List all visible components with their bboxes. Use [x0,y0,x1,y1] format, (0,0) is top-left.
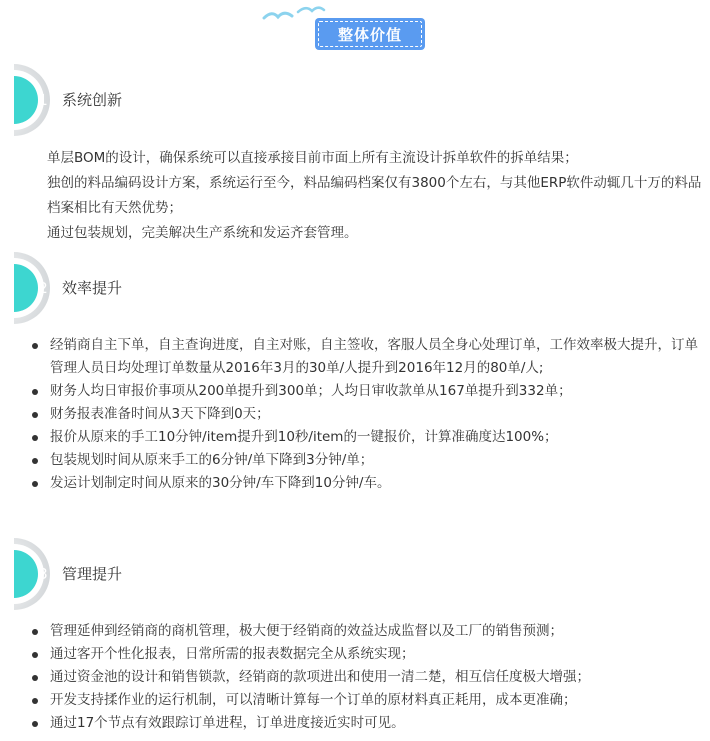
title-badge [315,18,425,50]
section-2-header [0,252,300,324]
bullet-icon [32,481,38,487]
list-item-text: 发运计划制定时间从原来的30分钟/车下降到10分钟/车。 [50,475,391,491]
list-item [30,472,702,495]
section-number-badge [14,64,54,136]
section-3-list [30,620,702,735]
bullet-icon [32,458,38,464]
list-item [30,380,702,403]
page-title: 整体价值 [318,21,422,47]
bullet-icon [32,675,38,681]
section-1-body [47,146,702,246]
list-item-text: 通过17个节点有效跟踪订单进程，订单进度接近实时可见。 [50,715,405,731]
section-number: 1 [38,91,48,109]
list-item [30,620,702,643]
list-item-text: 通过客开个性化报表，日常所需的报表数据完全从系统实现； [50,646,415,662]
bullet-icon [32,435,38,441]
list-item [30,666,702,689]
list-item [30,689,702,712]
section-number: 3 [38,565,48,583]
section-2-list [30,334,702,495]
bullet-icon [32,652,38,658]
list-item [30,449,702,472]
section-title: 管理提升 [62,565,123,583]
section-number-badge [14,538,54,610]
list-item-text: 财务报表准备时间从3天下降到0天； [50,406,270,422]
list-item [30,643,702,666]
list-item-text: 经销商自主下单，自主查询进度，自主对账，自主签收，客服人员全身心处理订单，工作效率极大提升，订单管理人员日均处理订单数量从2016年3月的30单/人提升到2016年12月的80单/人; [50,337,698,376]
bullet-icon [32,721,38,727]
section-title: 系统创新 [62,91,123,109]
list-item-text: 报价从原来的手工10分钟/item提升到10秒/item的一键报价，计算准确度达100%； [50,429,558,445]
list-item-text: 包装规划时间从原来手工的6分钟/单下降到3分钟/单； [50,452,374,468]
list-item [30,712,702,735]
list-item-text: 开发支持揉作业的运行机制，可以清晰计算每一个订单的原材料真正耗用，成本更准确； [50,692,577,708]
bullet-icon [32,412,38,418]
list-item [30,334,702,380]
paragraph: 通过包装规划，完美解决生产系统和发运齐套管理。 [47,225,358,241]
section-title: 效率提升 [62,279,123,297]
section-number: 2 [38,279,48,297]
bullet-icon [32,343,38,349]
list-item-text: 管理延伸到经销商的商机管理，极大便于经销商的效益达成监督以及工厂的销售预测； [50,623,563,639]
list-item [30,403,702,426]
list-item-text: 通过资金池的设计和销售锁款，经销商的款项进出和使用一清二楚，相互信任度极大增强； [50,669,590,685]
bullet-icon [32,389,38,395]
bullet-icon [32,698,38,704]
paragraph: 单层BOM的设计，确保系统可以直接承接目前市面上所有主流设计拆单软件的拆单结果； [47,150,578,166]
page-header [0,0,710,60]
section-1-header [0,64,300,136]
list-item-text: 财务人均日审报价事项从200单提升到300单；人均日审收款单从167单提升到332单； [50,383,572,399]
section-3-header [0,538,300,610]
paragraph: 独创的料品编码设计方案，系统运行至今，料品编码档案仅有3800个左右，与其他ERP软件动辄几十万的料品档案相比有天然优势； [47,175,702,216]
section-number-badge [14,252,54,324]
bullet-icon [32,629,38,635]
list-item [30,426,702,449]
